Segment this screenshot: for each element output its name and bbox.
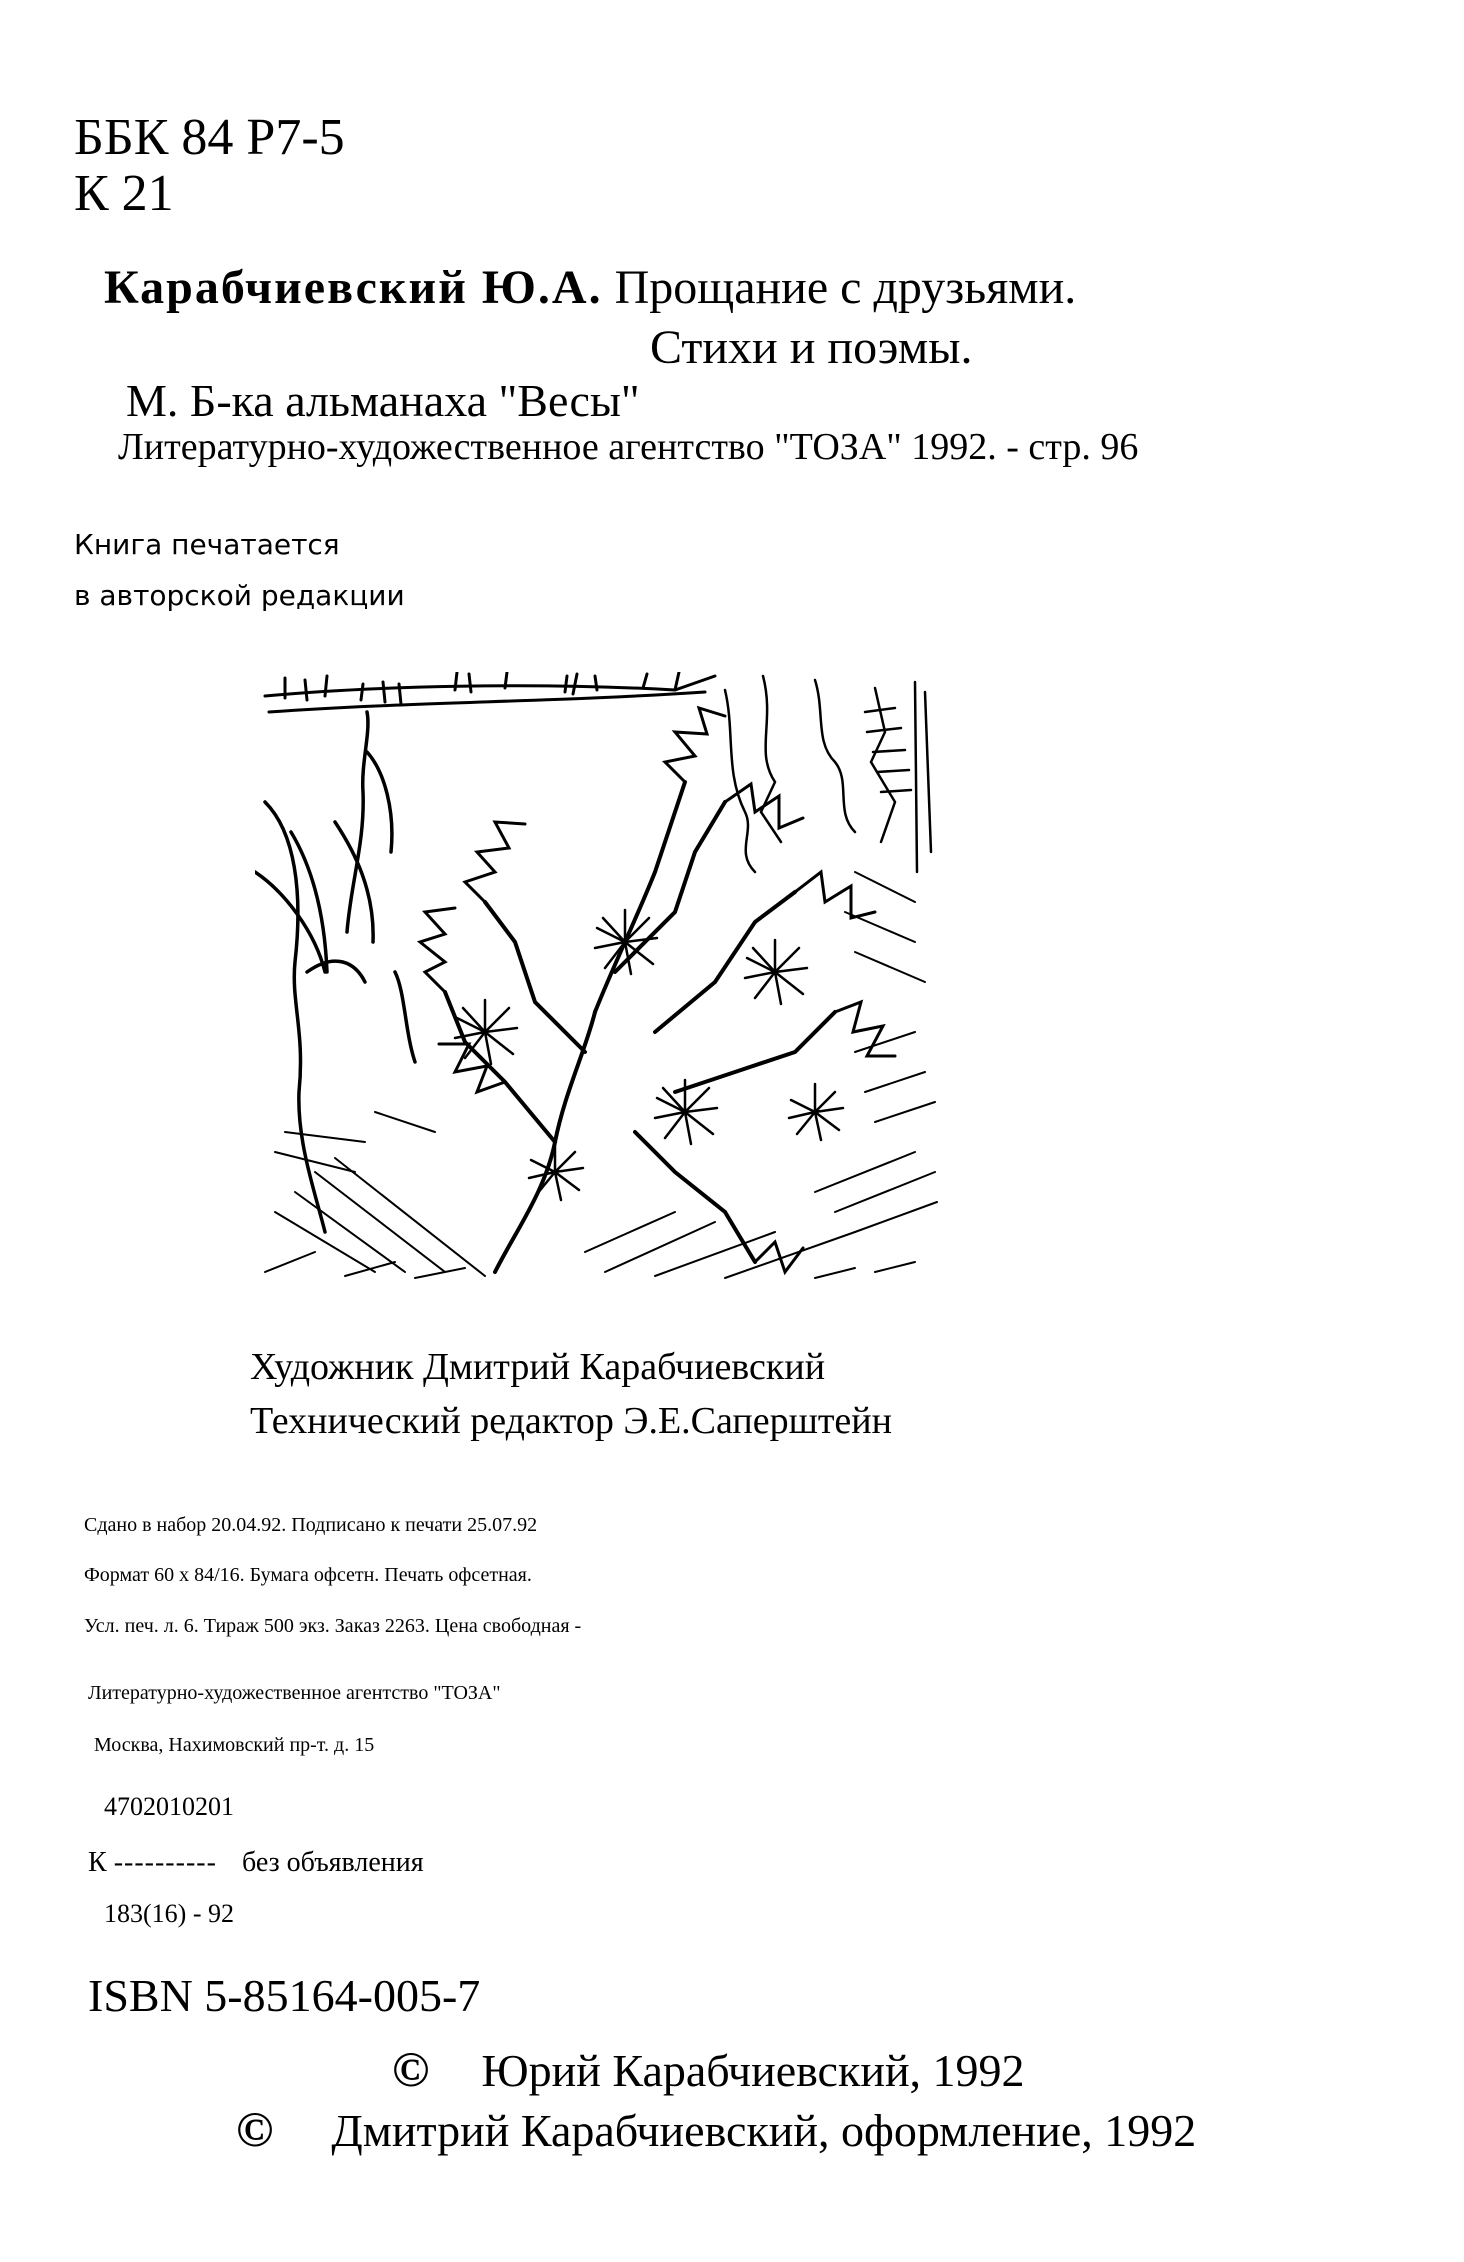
agency-line: Литературно-художественное агентство "ТОЗА" 1992. - стр. 96 [118, 426, 1139, 468]
book-subtitle: Стихи и поэмы. [650, 321, 973, 374]
tech-editor-credit: Технический редактор Э.Е.Саперштейн [250, 1400, 892, 1442]
catalog-index: 183(16) - 92 [104, 1899, 234, 1928]
catalog-letter: К [88, 1847, 107, 1878]
bbk-code: ББК 84 Р7-5 [74, 109, 345, 166]
imprint-line: Москва, Нахимовский пр-т. д. 15 [94, 1734, 375, 1756]
copyright-text: Юрий Карабчиевский, 1992 [481, 2045, 1025, 2096]
artist-credit: Художник Дмитрий Карабчиевский [250, 1346, 826, 1388]
author-name: Карабчиевский Ю.А. [104, 261, 603, 314]
copyright-line [236, 2100, 1196, 2160]
imprint-line: Сдано в набор 20.04.92. Подписано к печати 25.07.92 [84, 1514, 538, 1536]
imprint-line: Литературно-художественное агентство "ТОЗА" [88, 1682, 501, 1704]
catalog-number: 4702010201 [104, 1792, 234, 1821]
catalog-annotation: без объявления [241, 1847, 424, 1878]
copyright-icon: © [236, 2101, 274, 2157]
copyright-line [392, 2040, 1025, 2100]
book-title: Прощание с друзьями. [614, 261, 1077, 314]
thistle-illustration [255, 672, 940, 1292]
author-mark: К 21 [74, 165, 174, 222]
catalog-code-line [88, 1845, 424, 1881]
edition-note-line-1: Книга печатается [74, 528, 340, 561]
imprint-line: Усл. печ. л. 6. Тираж 500 экз. Заказ 2263. Цена свободная - [84, 1615, 582, 1637]
catalog-dashes: ---------- [113, 1847, 217, 1878]
copyright-icon: © [392, 2041, 430, 2097]
isbn: ISBN 5-85164-005-7 [88, 1970, 481, 2021]
edition-note-line-2: в авторской редакции [74, 579, 405, 612]
book-title-line [104, 258, 1076, 318]
copyright-text: Дмитрий Карабчиевский, оформление, 1992 [331, 2105, 1197, 2156]
imprint-line: Формат 60 х 84/16. Бумага офсетн. Печать офсетная. [84, 1564, 532, 1586]
publisher-line: М. Б-ка альманаха "Весы" [126, 375, 640, 426]
